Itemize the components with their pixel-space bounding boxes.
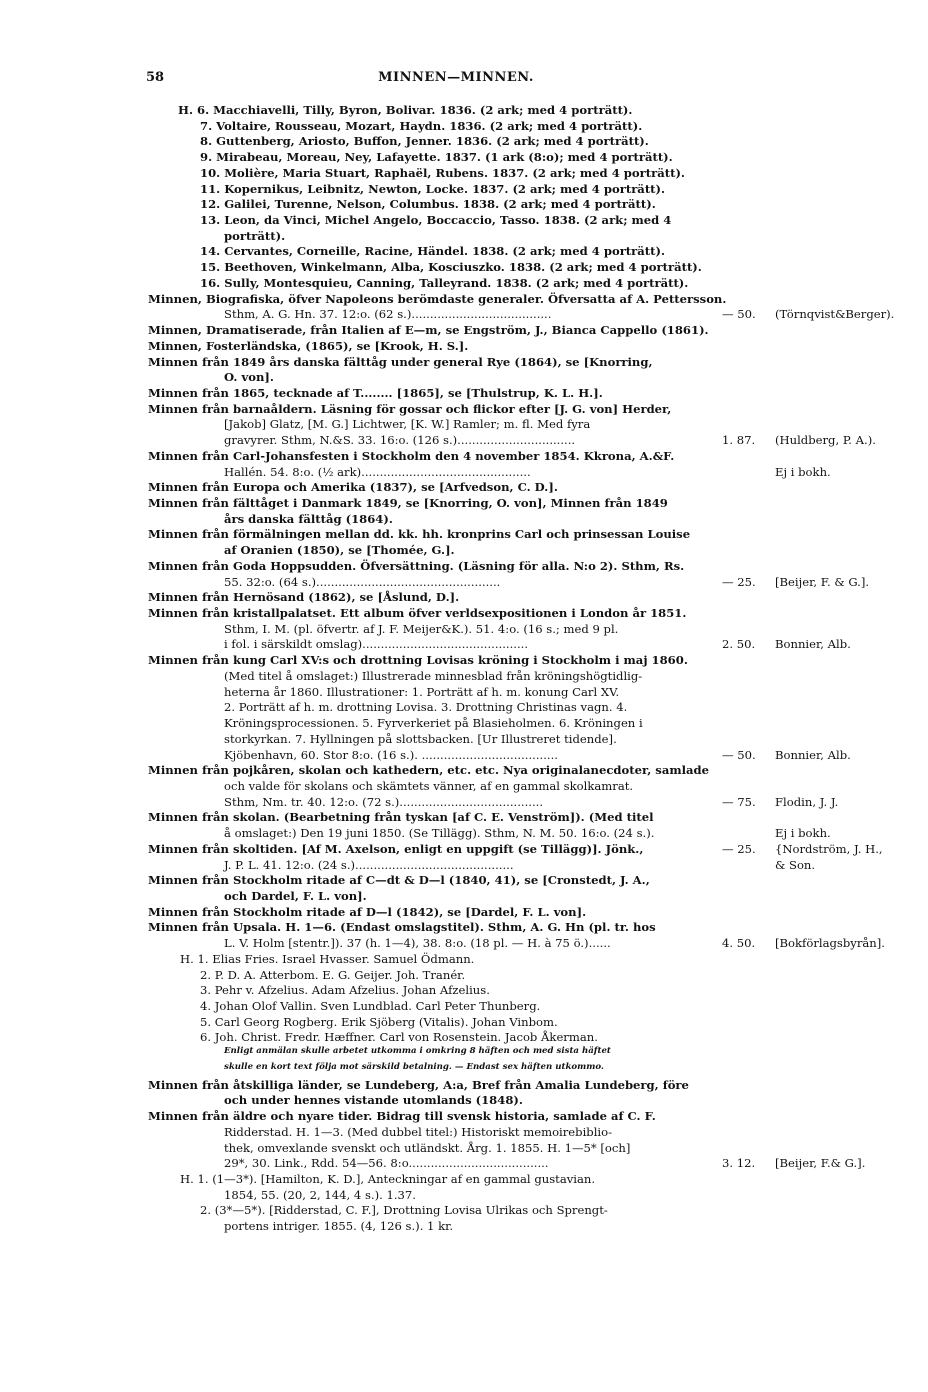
catalog-line [200, 1015, 558, 1031]
entry-text: Sthm, Nm. tr. 40. 12:o. (72 s.)....................................... [224, 794, 544, 809]
catalog-line [224, 889, 367, 905]
catalog-line [224, 1093, 523, 1109]
entry-text: 11. Kopernikus, Leibnitz, Newton, Locke. 1837. (2 ark; med 4 porträtt). [200, 181, 666, 196]
entry-text: 55. 32:o. (64 s.).................................................. [224, 574, 501, 589]
entry-text: J. P. L. 41. 12:o. (24 s.)........................................... [224, 857, 514, 872]
catalog-line [148, 449, 674, 465]
entry-text: Minnen från barnaåldern. Läsning för gossar och flickor efter [J. G. von] Herder, [148, 401, 672, 416]
catalog-line [224, 512, 393, 528]
entry-text: i fol. i särskildt omslag)............................................. [224, 637, 529, 652]
catalog-line [148, 527, 690, 543]
entry-text: porträtt). [224, 228, 286, 243]
entry-text: 7. Voltaire, Rousseau, Mozart, Haydn. 1836. (2 ark; med 4 porträtt). [200, 118, 643, 133]
entry-text: gravyrer. Sthm, N.&S. 33. 16:o. (126 s.)................................ [224, 433, 576, 448]
entry-text: och under hennes vistande utomlands (1848). [224, 1093, 523, 1108]
publisher: (Huldberg, P. A.). [775, 433, 876, 448]
catalog-line [148, 386, 603, 402]
catalog-line [224, 669, 642, 685]
entry-text: Kröningsprocessionen. 5. Fyrverkeriet på Blasieholmen. 6. Kröningen i [224, 716, 643, 731]
entry-text: Minnen från Goda Hoppsudden. Öfversättning. (Läsning för alla. N:o 2). Sthm, Rs. [148, 558, 685, 573]
entry-text: å omslaget:) Den 19 juni 1850. (Se Tillägg). Sthm, N. M. 50. 16:o. (24 s.). [224, 826, 655, 841]
catalog-line [224, 1046, 611, 1056]
entry-text: Minnen från pojkåren, skolan och kathedern, etc. etc. Nya originalanecdoter, samlade [148, 763, 710, 778]
catalog-line [148, 763, 709, 779]
entry-text: 12. Galilei, Turenne, Nelson, Columbus. 1838. (2 ark; med 4 porträtt). [200, 197, 656, 212]
page-title: MINNEN—MINNEN. [378, 70, 534, 85]
entry-text: års danska fälttåg (1864). [224, 511, 393, 526]
entry-text: 2. Porträtt af h. m. drottning Lovisa. 3. Drottning Christinas vagn. 4. [224, 700, 628, 715]
catalog-line [224, 795, 543, 811]
entry-text: 15. Beethoven, Winkelmann, Alba, Kosciuszko. 1838. (2 ark; med 4 porträtt). [200, 260, 702, 275]
price: — 50. [722, 307, 756, 322]
entry-text: Minnen, Dramatiserade, från Italien af E—m, se Engström, J., Bianca Cappello (1861). [148, 323, 709, 338]
entry-text: Minnen från Stockholm ritade af C—dt & D—l (1840, 41), se [Cronstedt, J. A., [148, 873, 650, 888]
price: 4. 50. [722, 936, 756, 951]
catalog-line [224, 732, 617, 748]
price: 1. 87. [722, 433, 756, 448]
catalog-line [148, 905, 586, 921]
catalog-line [148, 339, 468, 355]
page-number: 58 [146, 70, 165, 85]
catalog-line [148, 480, 558, 496]
entry-text: Minnen från Europa och Amerika (1837), se [Arfvedson, C. D.]. [148, 480, 558, 495]
entry-text: Minnen från Stockholm ritade af D—l (1842), se [Dardel, F. L. von]. [148, 904, 587, 919]
catalog-line [200, 244, 665, 260]
catalog-line [200, 166, 685, 182]
entry-text: Minnen från Carl-Johansfesten i Stockholm den 4 november 1854. Kkrona, A.&F. [148, 448, 675, 463]
entry-text: 16. Sully, Montesquieu, Canning, Talleyrand. 1838. (2 ark; med 4 porträtt). [200, 275, 689, 290]
catalog-line [148, 810, 653, 826]
entry-text: Minnen från 1849 års danska fälttåg under general Rye (1864), se [Knorring, [148, 354, 653, 369]
publisher: Ej i bokh. [775, 826, 831, 841]
entry-text: 9. Mirabeau, Moreau, Ney, Lafayette. 1837. (1 ark (8:o); med 4 porträtt). [200, 150, 673, 165]
catalog-line [224, 307, 551, 323]
publisher: Bonnier, Alb. [775, 747, 851, 762]
catalog-line [224, 858, 514, 874]
price: — 25. [722, 841, 756, 856]
entry-text: 29*, 30. Link., Rdd. 54—56. 8:o...................................... [224, 1156, 549, 1171]
entry-text: Minnen från Upsala. H. 1—6. (Endast omslagstitel). Sthm, A. G. Hn (pl. tr. hos [148, 920, 656, 935]
catalog-line [200, 999, 540, 1015]
price: 3. 12. [722, 1156, 756, 1171]
catalog-line [224, 1219, 453, 1235]
catalog-line [200, 1203, 608, 1219]
entry-text: 10. Molière, Maria Stuart, Raphaël, Rubens. 1837. (2 ark; med 4 porträtt). [200, 165, 685, 180]
entry-text: Minnen från Hernösand (1862), se [Åslund, D.]. [148, 590, 460, 605]
entry-text: [Jakob] Glatz, [M. G.] Lichtwer, [K. W.] Ramler; m. fl. Med fyra [224, 417, 591, 432]
catalog-line [148, 1078, 689, 1094]
catalog-line [200, 260, 702, 276]
entry-text: Minnen, Fosterländska, (1865), se [Krook, H. S.]. [148, 338, 469, 353]
entry-text: 6. Joh. Christ. Fredr. Hæffner. Carl von Rosenstein. Jacob Åkerman. [200, 1030, 598, 1045]
catalog-line [224, 700, 627, 716]
publisher: & Son. [775, 857, 816, 872]
catalog-line [200, 150, 673, 166]
catalog-line [180, 952, 474, 968]
catalog-line [200, 119, 642, 135]
entry-text: Sthm, I. M. (pl. öfvertr. af J. F. Meijer&K.). 51. 4:o. (16 s.; med 9 pl. [224, 621, 619, 636]
publisher: [Beijer, F. & G.]. [775, 574, 870, 589]
catalog-line [224, 370, 274, 386]
catalog-line [224, 622, 618, 638]
catalog-line [224, 433, 575, 449]
entry-text: 13. Leon, da Vinci, Michel Angelo, Boccaccio, Tasso. 1838. (2 ark; med 4 [200, 213, 672, 228]
publisher: [Bokförlagsbyrån]. [775, 936, 885, 951]
catalog-line [148, 292, 726, 308]
catalog-line [200, 276, 688, 292]
entry-text: 4. Johan Olof Vallin. Sven Lundblad. Carl Peter Thunberg. [200, 999, 541, 1014]
catalog-line [224, 1188, 416, 1204]
entry-text: Ridderstad. H. 1—3. (Med dubbel titel:) Historiskt memoirebiblio- [224, 1124, 613, 1139]
catalog-line [224, 1125, 612, 1141]
catalog-line [148, 559, 684, 575]
catalog-line [200, 197, 656, 213]
catalog-line [200, 1030, 598, 1046]
catalog-line [224, 1141, 630, 1157]
entry-text: Minnen från kristallpalatset. Ett album öfver verldsexpositionen i London år 1851. [148, 606, 687, 621]
catalog-line [148, 402, 671, 418]
catalog-line [148, 842, 643, 858]
catalog-line [148, 873, 650, 889]
catalog-line [224, 936, 611, 952]
entry-text: storkyrkan. 7. Hyllningen på slottsbacken. [Ur Illustreret tidende]. [224, 731, 617, 746]
catalog-line [224, 465, 531, 481]
catalog-line [200, 213, 671, 229]
catalog-line [178, 103, 632, 119]
entry-text: 8. Guttenberg, Ariosto, Buffon, Jenner. 1836. (2 ark; med 4 porträtt). [200, 134, 649, 149]
catalog-line [200, 134, 649, 150]
price: — 25. [722, 574, 756, 589]
catalog-line [148, 653, 688, 669]
catalog-line [148, 355, 653, 371]
catalog-line [224, 716, 643, 732]
page-header [146, 70, 766, 90]
entry-text: 14. Cervantes, Corneille, Racine, Händel. 1838. (2 ark; med 4 porträtt). [200, 244, 666, 259]
catalog-line [224, 826, 654, 842]
publisher: Bonnier, Alb. [775, 637, 851, 652]
publisher: [Beijer, F.& G.]. [775, 1156, 866, 1171]
price: 2. 50. [722, 637, 756, 652]
entry-text: Minnen från förmälningen mellan dd. kk. hh. kronprins Carl och prinsessan Louise [148, 527, 691, 542]
catalog-line [148, 323, 709, 339]
publisher: (Törnqvist&Berger). [775, 307, 895, 322]
entry-text: portens intriger. 1855. (4, 126 s.). 1 kr. [224, 1219, 454, 1234]
entry-text: Minnen från åtskilliga länder, se Lundeberg, A:a, Bref från Amalia Lundeberg, före [148, 1077, 689, 1092]
entry-text: 2. P. D. A. Atterbom. E. G. Geijer. Joh. Tranér. [200, 967, 466, 982]
entry-text: Minnen från kung Carl XV:s och drottning Lovisas kröning i Stockholm i maj 1860. [148, 653, 688, 668]
catalog-line [224, 1062, 604, 1072]
catalog-line [148, 496, 668, 512]
entry-text: Kjöbenhavn, 60. Stor 8:o. (16 s.). ..................................... [224, 747, 558, 762]
catalog-line [224, 575, 500, 591]
entry-text: Minnen från skoltiden. [Af M. Axelson, enligt en uppgift (se Tillägg)]. Jönk., [148, 841, 644, 856]
publisher: {Nordström, J. H., [775, 841, 883, 856]
publisher: Flodin, J. J. [775, 794, 839, 809]
entry-text: Sthm, A. G. Hn. 37. 12:o. (62 s.)...................................... [224, 307, 552, 322]
entry-text: Minnen från fälttåget i Danmark 1849, se [Knorring, O. von], Minnen från 1849 [148, 496, 668, 510]
entry-text: O. von]. [224, 370, 274, 385]
entry-text: (Med titel å omslaget:) Illustrerade minnesblad från kröningshögtidlig- [224, 668, 643, 683]
catalog-line [200, 182, 665, 198]
catalog-line [224, 748, 558, 764]
entry-text: 2. (3*—5*). [Ridderstad, C. F.], Drottning Lovisa Ulrikas och Sprengt- [200, 1203, 608, 1218]
catalog-line [200, 983, 490, 999]
catalog-line [148, 1109, 656, 1125]
publisher: Ej i bokh. [775, 464, 831, 479]
entry-text: H. 1. Elias Fries. Israel Hvasser. Samuel Ödmann. [180, 951, 475, 966]
catalog-line [224, 417, 590, 433]
catalog-line [148, 920, 656, 936]
entry-text: af Oranien (1850), se [Thomée, G.]. [224, 543, 455, 558]
entry-text: och valde för skolans och skämtets vänner, af en gammal skolkamrat. [224, 778, 634, 793]
entry-text: Minnen från skolan. (Bearbetning från tyskan [af C. E. Venström]). (Med titel [148, 810, 654, 825]
entry-text: L. V. Holm [stentr.]). 37 (h. 1—4), 38. 8:o. (18 pl. — H. à 75 ö.)...... [224, 936, 611, 951]
catalog-line [148, 590, 459, 606]
entry-text: heterna år 1860. Illustrationer: 1. Porträtt af h. m. konung Carl XV. [224, 684, 620, 699]
catalog-line [200, 968, 465, 984]
entry-text: Hallén. 54. 8:o. (½ ark).............................................. [224, 464, 531, 479]
entry-text: 5. Carl Georg Rogberg. Erik Sjöberg (Vitalis). Johan Vinbom. [200, 1014, 558, 1029]
price: — 50. [722, 747, 756, 762]
catalog-line [224, 637, 528, 653]
catalog-line [224, 229, 285, 245]
catalog-line [148, 606, 686, 622]
entry-text: Minnen, Biografiska, öfver Napoleons berömdaste generaler. Öfversatta af A. Pettersson. [148, 291, 727, 306]
entry-text: Minnen från äldre och nyare tider. Bidrag till svensk historia, samlade af C. F. [148, 1109, 656, 1124]
price: — 75. [722, 794, 756, 809]
catalog-line [224, 1156, 549, 1172]
entry-text: H. 1. (1—3*). [Hamilton, K. D.], Anteckningar af en gammal gustavian. [180, 1171, 596, 1186]
entry-text: skulle en kort text följa mot särskild betalning. — Endast sex häften utkommo. [224, 1061, 604, 1072]
entry-text: thek, omvexlande svenskt och utländskt. Årg. 1. 1855. H. 1—5* [och] [224, 1140, 631, 1155]
entry-text: H. 6. Macchiavelli, Tilly, Byron, Bolivar. 1836. (2 ark; med 4 porträtt). [178, 103, 633, 117]
catalog-line [180, 1172, 595, 1188]
entry-text: Enligt anmälan skulle arbetet utkomma i omkring 8 häften och med sista häftet [224, 1046, 611, 1057]
entry-text: 3. Pehr v. Afzelius. Adam Afzelius. Johan Afzelius. [200, 983, 490, 998]
catalog-line [224, 543, 455, 559]
entry-text: Minnen från 1865, tecknade af T........ [1865], se [Thulstrup, K. L. H.]. [148, 385, 603, 400]
catalog-line [224, 685, 619, 701]
catalog-line [224, 779, 633, 795]
entry-text: 1854, 55. (20, 2, 144, 4 s.). 1.37. [224, 1187, 416, 1202]
entry-text: och Dardel, F. L. von]. [224, 889, 367, 903]
